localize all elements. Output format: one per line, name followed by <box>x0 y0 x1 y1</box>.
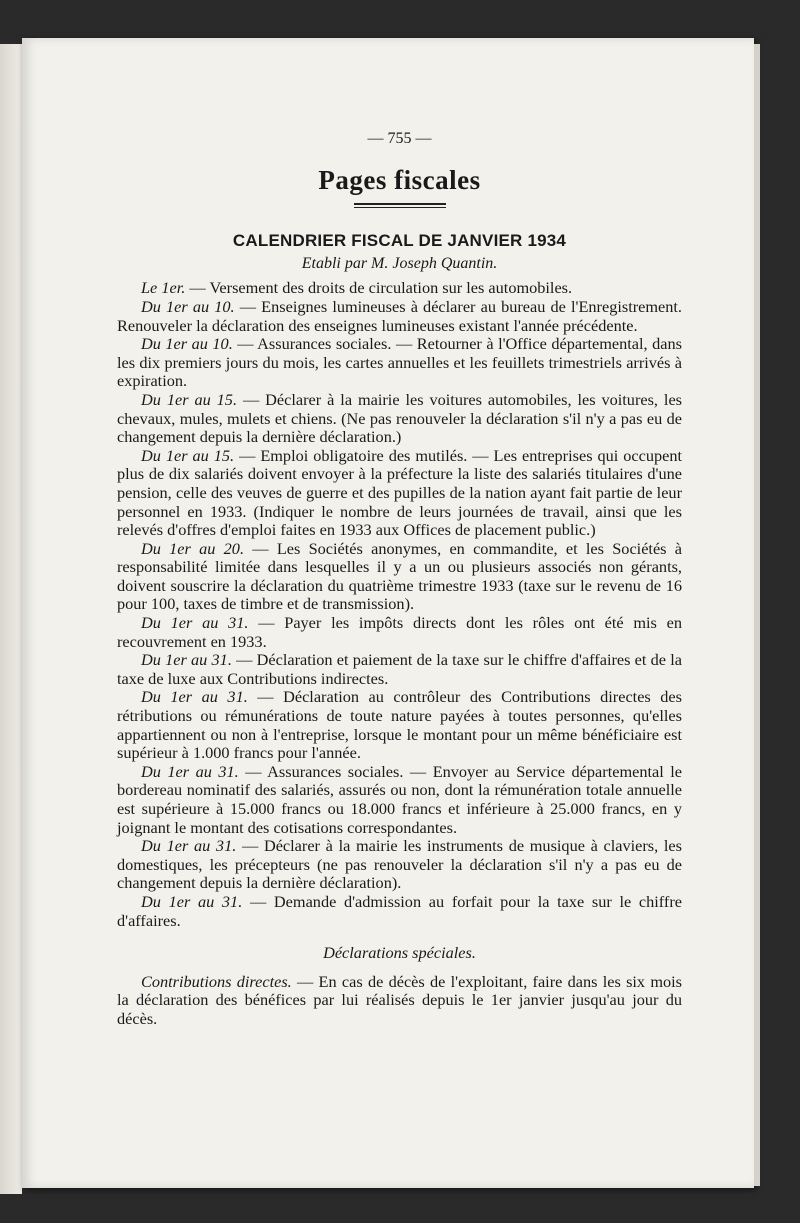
entry-date: Du 1er au 31. <box>141 836 237 856</box>
entry <box>117 688 682 762</box>
entry <box>117 298 682 335</box>
entry <box>117 651 682 688</box>
entry-text: — Déclarer à la mairie les voitures automobiles, les voitures, les chevaux, mules, mulets et chiens. (Ne pas renouveler la déclaration s'il n'y a pas eu de changement depuis la dernière déclaration.) <box>117 389 683 447</box>
entry <box>117 763 682 837</box>
entry-date: Du 1er au 31. <box>141 613 249 633</box>
subheading: Déclarations spéciales. <box>323 943 476 963</box>
page-content <box>117 128 682 1029</box>
entry <box>117 893 682 930</box>
entry-text: — Demande d'admission au forfait pour la taxe sur le chiffre d'affaires. <box>117 891 683 930</box>
page-stack-edge <box>754 44 760 1186</box>
entry-date: Du 1er au 15. <box>141 445 235 465</box>
entry <box>117 540 682 614</box>
entry-text: — Déclarer à la mairie les instruments de musique à claviers, les domestiques, les précepteurs (ne pas renouveler la déclaration s'il n'y a pas eu de changement depuis la dernière déclaration). <box>117 836 682 893</box>
entry-text: — Assurances sociales. — Envoyer au Service départemental le bordereau nominatif des salariés, assurés ou non, dont la rémunération totale annuelle est supérieure à 15.000 francs ou 18.000 francs et inférieure à 25.000 francs, en y joignant le montant des cotisations correspondantes. <box>117 761 682 837</box>
entry-date: Le 1er. <box>141 278 186 298</box>
section-heading: Pages fiscales <box>318 164 481 195</box>
entry-text: — Déclaration au contrôleur des Contributions directes des rétributions ou rémunérations de toute nature payées à toutes personnes, qu'elles appartiennent ou non à l'entreprise, lorsque le montant pour un même bénéficiaire est supérieur à 1.000 francs pour l'année. <box>117 687 682 763</box>
entry <box>117 391 682 447</box>
special-text: — En cas de décès de l'exploitant, faire dans les six mois la déclaration des bénéfices par lui réalisés depuis le 1er janvier jusqu'au jour du décès. <box>117 971 683 1028</box>
entries-list <box>117 279 682 930</box>
entry <box>117 279 682 298</box>
entry <box>117 837 682 893</box>
entry-text: — Les Sociétés anonymes, en commandite, et les Sociétés à responsabilité limitée dans lesquelles il y a un ou plusieurs associés non gérants, doivent souscrire la déclaration du quatrième trimestre 1933 (taxe sur le revenu de 16 pour 100, taxes de timbre et de transmission). <box>117 538 682 614</box>
entry-text: — Versement des droits de circulation sur les automobiles. <box>189 278 573 298</box>
entry-date: Du 1er au 31. <box>141 687 248 707</box>
entry-date: Du 1er au 10. <box>141 296 235 316</box>
special-entry <box>117 973 682 1029</box>
entry <box>117 335 682 391</box>
facing-page-edge <box>0 44 22 1194</box>
entry-date: Du 1er au 31. <box>141 650 232 670</box>
document-page <box>22 38 754 1188</box>
entry-date: Du 1er au 15. <box>141 389 238 409</box>
special-label: Contributions directes. <box>141 971 292 991</box>
author-line: Etabli par M. Joseph Quantin. <box>301 254 498 272</box>
entry-text: — Assurances sociales. — Retourner à l'Office départemental, dans les dix premiers jours du mois, les cartes annuelles et les feuillets trimestriels arrivés à expiration. <box>117 334 682 391</box>
page-number: — 755 — <box>367 130 432 147</box>
entry-text: — Enseignes lumineuses à déclarer au bureau de l'Enregistrement. Renouveler la déclaration des enseignes lumineuses existant l'année précédente. <box>117 296 682 335</box>
entry-date: Du 1er au 31. <box>141 761 239 781</box>
entry-text: — Emploi obligatoire des mutilés. — Les entreprises qui occupent plus de dix salariés doivent envoyer à la préfecture la liste des salariés titulaires d'une pension, celle des veuves de guerre et des pupilles de la nation ayant fait partie de leur personnel en 1933. (Indiquer le nombre de leurs journées de travail, ainsi que les relevés d'offres d'emploi faites en 1933 aux Offices de placement public.) <box>117 445 683 540</box>
entry <box>117 447 682 540</box>
entry-date: Du 1er au 31. <box>141 891 243 911</box>
calendar-title: CALENDRIER FISCAL DE JANVIER 1934 <box>232 231 567 251</box>
heading-rule <box>354 203 446 208</box>
entry-text: — Déclaration et paiement de la taxe sur le chiffre d'affaires et de la taxe de luxe aux Contributions indirectes. <box>117 650 682 688</box>
entry <box>117 614 682 651</box>
entry-date: Du 1er au 10. <box>141 334 233 354</box>
entry-date: Du 1er au 20. <box>141 538 245 558</box>
entry-text: — Payer les impôts directs dont les rôles ont été mis en recouvrement en 1933. <box>117 613 682 651</box>
